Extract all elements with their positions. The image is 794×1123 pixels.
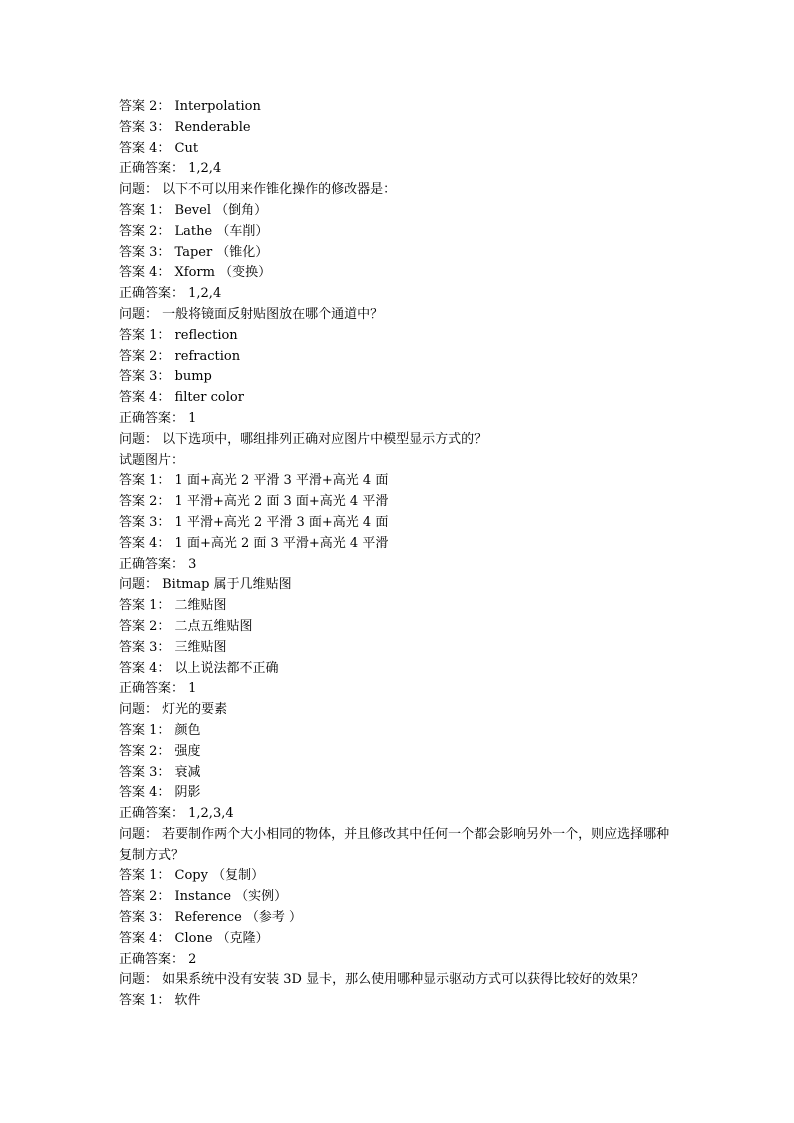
answer-line: 答案 2： 强度: [119, 743, 201, 759]
answer-line: 答案 1： 颜色: [119, 722, 201, 738]
answer-line: 答案 4： Xform （变换）: [119, 265, 272, 281]
question-line: 问题： Bitmap 属于几维贴图: [119, 577, 292, 593]
correct-answer-line: 正确答案： 2: [119, 951, 197, 967]
correct-answer-line: 正确答案： 1,2,4: [119, 161, 222, 177]
answer-line: 答案 3： 衰减: [119, 764, 201, 780]
answer-line: 答案 4： 以上说法都不正确: [119, 660, 279, 676]
question-line: 问题： 以下选项中，哪组排列正确对应图片中模型显示方式的？: [119, 431, 488, 447]
answer-line: 答案 2： Lathe （车削）: [119, 223, 269, 239]
answer-line: 答案 1： 软件: [119, 993, 201, 1009]
answer-line: 答案 3： Renderable: [119, 119, 251, 135]
answer-line: 答案 2： 1 平滑+高光 2 面 3 面+高光 4 平滑: [119, 494, 389, 510]
answer-line: 答案 1： 二维贴图: [119, 598, 227, 614]
answer-line: 答案 2： refraction: [119, 348, 241, 364]
answer-line: 答案 2： Interpolation: [119, 99, 261, 114]
answer-line: 答案 1： Copy （复制）: [119, 868, 265, 884]
answer-line: 答案 2： Instance （实例）: [119, 889, 288, 905]
answer-line: 答案 3： Taper （锥化）: [119, 244, 269, 260]
question-line: 问题： 灯光的要素: [119, 702, 228, 718]
answer-line: 答案 1： reflection: [119, 327, 238, 343]
answer-line: 答案 2： 二点五维贴图: [119, 618, 253, 634]
answer-line: 答案 3： 1 平滑+高光 2 平滑 3 面+高光 4 面: [119, 514, 389, 530]
question-image-label: 试题图片：: [119, 452, 185, 468]
correct-answer-line: 正确答案： 1,2,3,4: [119, 806, 234, 822]
correct-answer-line: 正确答案： 1: [119, 410, 197, 426]
correct-answer-line: 正确答案： 3: [119, 556, 197, 572]
answer-line: 答案 3： Reference （参考 ）: [119, 910, 303, 926]
question-line: 问题： 如果系统中没有安装 3D 显卡，那么使用哪种显示驱动方式可以获得比较好的效果？: [119, 972, 645, 988]
answer-line: 答案 4： 阴影: [119, 785, 201, 801]
question-line: 问题： 以下不可以用来作锥化操作的修改器是：: [119, 182, 397, 198]
answer-line: 答案 4： 1 面+高光 2 面 3 平滑+高光 4 平滑: [119, 535, 389, 551]
document-body: [119, 97, 679, 1012]
answer-line: 答案 3： 三维贴图: [119, 639, 227, 655]
answer-line: 答案 1： 1 面+高光 2 平滑 3 平滑+高光 4 面: [119, 473, 389, 489]
answer-line: 答案 4： filter color: [119, 390, 244, 406]
answer-line: 答案 1： Bevel （倒角）: [119, 202, 268, 218]
answer-line: 答案 4： Cut: [119, 140, 199, 156]
correct-answer-line: 正确答案： 1: [119, 681, 197, 697]
correct-answer-line: 正确答案： 1,2,4: [119, 286, 222, 302]
question-line: 问题： 一般将镜面反射贴图放在哪个通道中？: [119, 306, 384, 322]
question-line: 问题： 若要制作两个大小相同的物体，并且修改其中任何一个都会影响另外一个，则应选择哪种复制方式？: [119, 826, 670, 863]
answer-line: 答案 3： bump: [119, 369, 212, 385]
answer-line: 答案 4： Clone （克隆）: [119, 930, 269, 946]
